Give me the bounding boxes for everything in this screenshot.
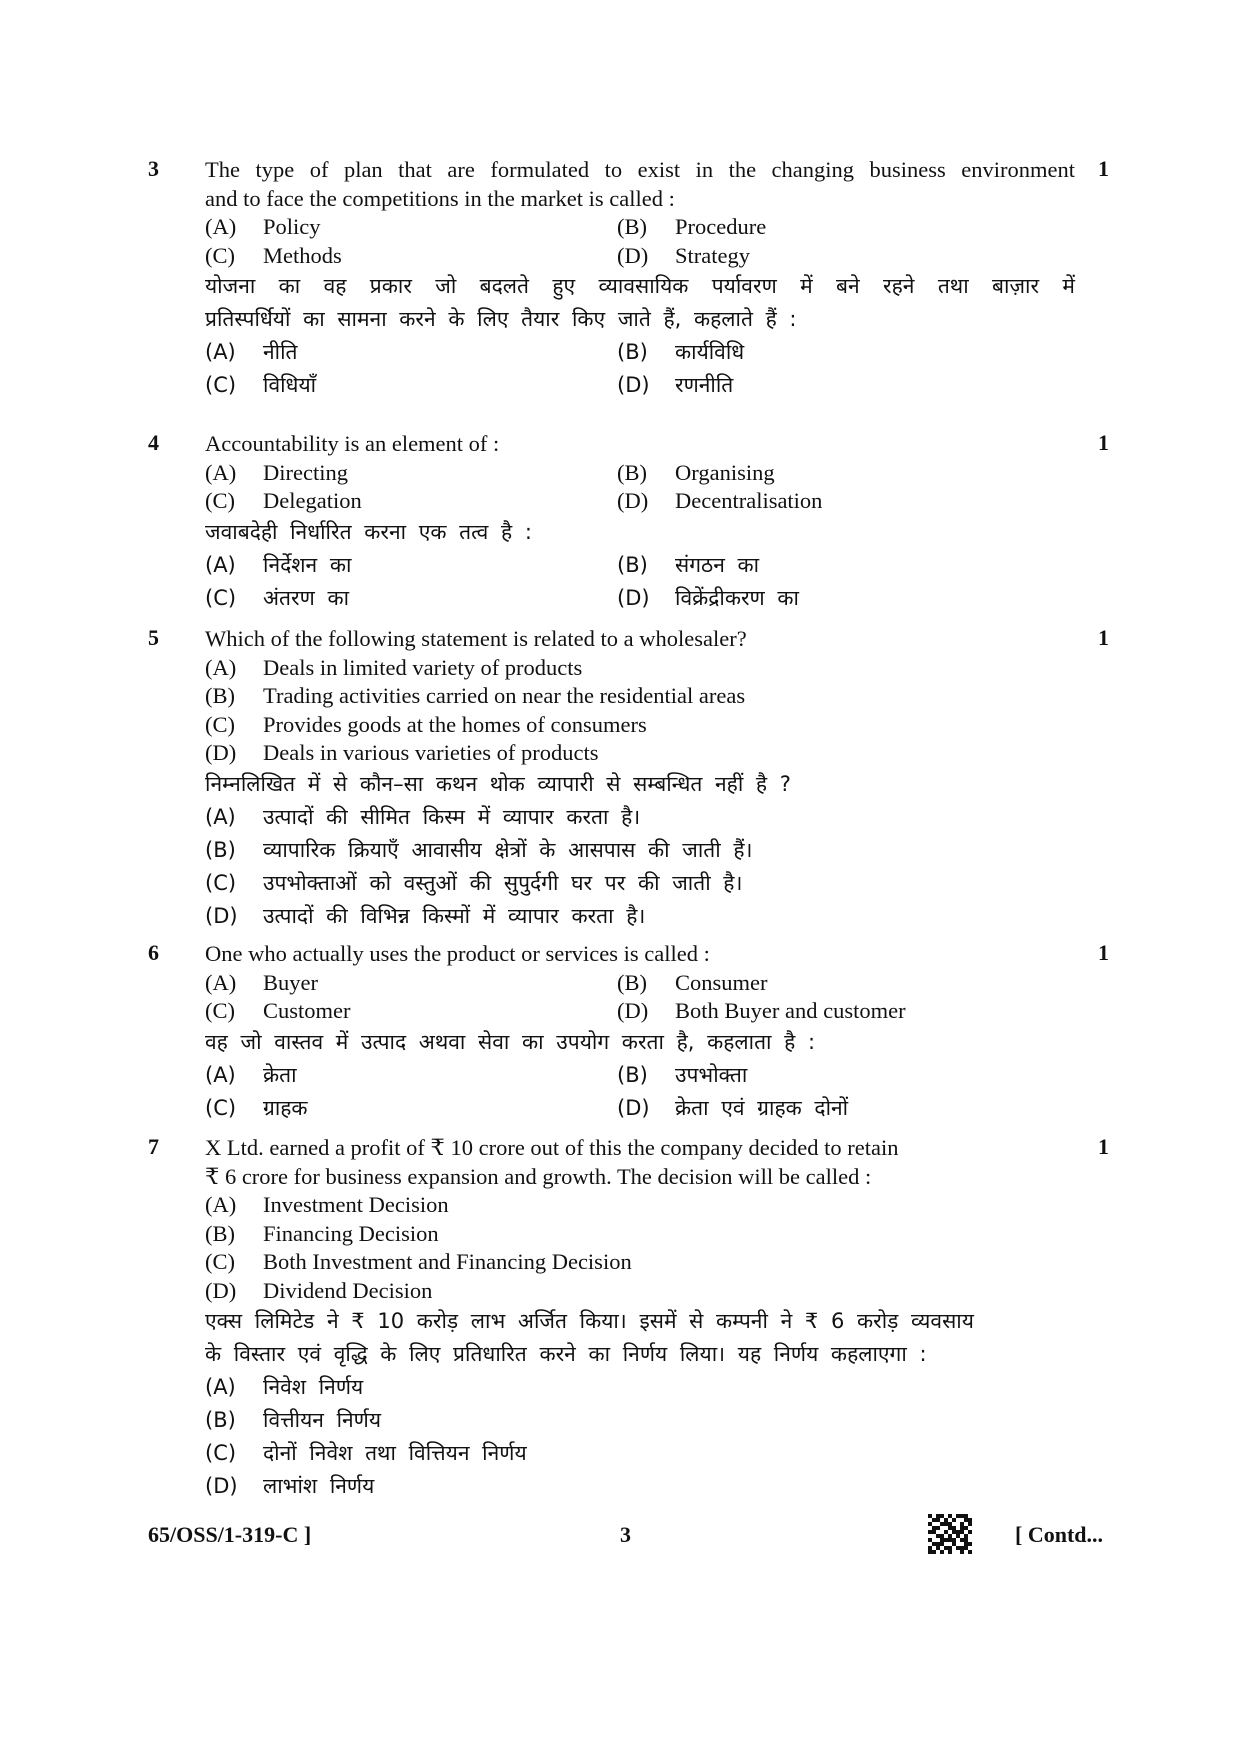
question-body <box>205 625 1075 933</box>
option-label: (C) <box>205 998 235 1023</box>
question-marks: 1 <box>1098 625 1109 650</box>
question-text-en: One who actually uses the product or services is called : <box>205 941 710 966</box>
option-label: (B) <box>617 340 648 364</box>
option-label: (B) <box>617 459 647 485</box>
option-label: (D) <box>617 488 649 513</box>
option-text: उत्पादों की विभिन्न किस्मों में व्यापार करता है। <box>263 903 646 928</box>
question-text-hi: के विस्तार एवं वृद्धि के लिए प्रतिधारित करने का निर्णय लिया। यह निर्णय कहलाएगा : <box>205 1342 927 1366</box>
option-en <box>205 711 1065 740</box>
option-hi <box>205 900 1065 933</box>
option-label: (A) <box>205 459 237 485</box>
option-label: (C) <box>205 711 235 737</box>
question-text-en: and to face the competitions in the market is called : <box>205 185 675 211</box>
question-number: 6 <box>148 940 159 965</box>
question-text-hi: प्रतिस्पर्धियों का सामना करने के लिए तैयार किए जाते हैं, कहलाते हैं : <box>205 307 797 331</box>
option-label: (A) <box>205 969 237 995</box>
option-en <box>205 654 1065 683</box>
option-label: (B) <box>205 1220 235 1246</box>
option-text: Procedure <box>675 214 767 239</box>
question-body <box>205 1134 1075 1503</box>
option-hi <box>205 336 617 369</box>
option-label: (D) <box>205 1474 238 1498</box>
option-en <box>205 459 617 488</box>
option-text: निवेश निर्णय <box>263 1375 364 1399</box>
option-label: (A) <box>205 340 236 364</box>
question-marks: 1 <box>1098 940 1109 965</box>
option-text: कार्यविधि <box>675 340 745 364</box>
option-text: Investment Decision <box>263 1192 449 1217</box>
option-text: Buyer <box>263 969 318 995</box>
question-text-en: Accountability is an element of : <box>205 431 500 456</box>
option-hi <box>205 1437 1065 1470</box>
option-text: क्रेता <box>263 1062 297 1087</box>
option-label: (A) <box>205 1375 236 1399</box>
question-number: 4 <box>148 430 159 455</box>
option-text: लाभांश निर्णय <box>263 1474 375 1498</box>
question-text-hi: वह जो वास्तव में उत्पाद अथवा सेवा का उपयोग करता है, कहलाता है : <box>205 1029 816 1054</box>
option-text: विक्रेंद्रीकरण का <box>675 585 799 610</box>
option-label: (C) <box>205 1249 235 1274</box>
option-text: Trading activities carried on near the residential areas <box>263 683 746 708</box>
option-hi <box>205 867 1065 900</box>
option-hi <box>617 1059 1029 1092</box>
option-hi <box>617 369 1029 402</box>
option-label: (D) <box>617 1095 650 1120</box>
option-label: (B) <box>617 214 647 239</box>
option-hi <box>205 1404 1065 1437</box>
option-text: ग्राहक <box>263 1095 308 1120</box>
option-label: (C) <box>205 585 237 610</box>
option-text: Decentralisation <box>675 488 823 513</box>
option-hi <box>617 549 1029 582</box>
option-hi <box>205 582 617 615</box>
option-label: (D) <box>617 585 650 610</box>
option-hi <box>205 1059 617 1092</box>
option-en <box>205 213 617 242</box>
option-text: Organising <box>675 459 775 485</box>
option-en <box>205 1220 1065 1249</box>
option-text: Financing Decision <box>263 1220 439 1246</box>
option-text: Strategy <box>675 242 750 268</box>
option-text: Dividend Decision <box>263 1277 433 1303</box>
option-en <box>205 969 617 998</box>
option-text: क्रेता एवं ग्राहक दोनों <box>675 1095 849 1120</box>
option-label: (C) <box>205 242 235 268</box>
option-text: रणनीति <box>675 373 734 397</box>
option-hi <box>205 1092 617 1125</box>
option-label: (D) <box>205 1277 237 1303</box>
option-en <box>205 739 1065 768</box>
question-body <box>205 430 1075 615</box>
page-number: 3 <box>620 1522 631 1547</box>
option-label: (A) <box>205 654 237 680</box>
option-text: उपभोक्ता <box>675 1062 748 1087</box>
question-body <box>205 940 1075 1125</box>
option-label: (C) <box>205 488 235 513</box>
option-text: व्यापारिक क्रियाएँ आवासीय क्षेत्रों के आसपास की जाती हैं। <box>263 837 753 862</box>
option-hi <box>205 801 1065 834</box>
qr-code-icon <box>928 1514 972 1554</box>
option-en <box>617 997 1029 1026</box>
option-label: (B) <box>205 683 235 708</box>
question-text-hi: योजना का वह प्रकार जो बदलते हुए व्यावसायिक पर्यावरण में बने रहने तथा बाज़ार में <box>205 274 1075 298</box>
option-en <box>205 1248 1065 1277</box>
question-text-hi: एक्स लिमिटेड ने ₹ 10 करोड़ लाभ अर्जित किया। इसमें से कम्पनी ने ₹ 6 करोड़ व्यवसाय <box>205 1309 974 1333</box>
option-label: (C) <box>205 870 237 895</box>
option-hi <box>617 582 1029 615</box>
question-text-en: X Ltd. earned a profit of ₹ 10 crore out of this the company decided to retain <box>205 1135 899 1160</box>
option-en <box>205 1191 1065 1220</box>
question-marks: 1 <box>1098 156 1109 181</box>
option-label: (B) <box>205 1408 236 1432</box>
option-label: (B) <box>205 837 236 862</box>
option-text: निर्देशन का <box>263 552 352 577</box>
option-label: (A) <box>205 1192 237 1217</box>
option-text: संगठन का <box>675 552 760 577</box>
option-label: (C) <box>205 1441 237 1465</box>
option-text: Policy <box>263 214 321 239</box>
option-en <box>205 242 617 271</box>
question-number: 7 <box>148 1134 159 1159</box>
option-en <box>205 682 1065 711</box>
option-text: उत्पादों की सीमित किस्म में व्यापार करता है। <box>263 804 641 829</box>
question-number: 5 <box>148 625 159 650</box>
option-text: विधियाँ <box>263 373 317 397</box>
option-label: (A) <box>205 214 237 239</box>
option-en <box>205 997 617 1026</box>
option-en <box>617 213 1029 242</box>
option-hi <box>205 369 617 402</box>
option-en <box>205 487 617 516</box>
continued-label: [ Contd... <box>1015 1522 1104 1547</box>
option-text: Directing <box>263 459 348 485</box>
question-body <box>205 156 1075 402</box>
option-label: (C) <box>205 1095 237 1120</box>
question-text-en: Which of the following statement is related to a wholesaler? <box>205 626 747 651</box>
option-text: Provides goods at the homes of consumers <box>263 711 647 737</box>
option-label: (C) <box>205 373 237 397</box>
option-label: (B) <box>617 1062 648 1087</box>
option-hi <box>205 549 617 582</box>
option-en <box>205 1277 1065 1306</box>
option-label: (D) <box>617 998 649 1023</box>
option-label: (D) <box>205 903 238 928</box>
option-label: (D) <box>617 373 650 397</box>
option-text: Deals in various varieties of products <box>263 740 599 765</box>
option-en <box>617 969 1029 998</box>
option-label: (B) <box>617 969 647 995</box>
option-text: Methods <box>263 242 342 268</box>
option-label: (A) <box>205 552 236 577</box>
option-hi <box>617 1092 1029 1125</box>
option-text: Delegation <box>263 488 362 513</box>
option-hi <box>205 1470 1065 1503</box>
option-text: Customer <box>263 998 351 1023</box>
option-text: Both Investment and Financing Decision <box>263 1249 632 1274</box>
option-label: (D) <box>617 242 649 268</box>
option-text: Deals in limited variety of products <box>263 654 583 680</box>
option-text: दोनों निवेश तथा वित्तियन निर्णय <box>263 1441 527 1465</box>
question-text-hi: निम्नलिखित में से कौन–सा कथन थोक व्यापारी से सम्बन्धित नहीं है ? <box>205 771 791 796</box>
option-en <box>617 459 1029 488</box>
paper-code: 65/OSS/1-319-C ] <box>148 1522 312 1547</box>
option-text: नीति <box>263 340 298 364</box>
option-hi <box>617 336 1029 369</box>
option-en <box>617 487 1029 516</box>
question-text-en: The type of plan that are formulated to exist in the changing business environment <box>205 157 1075 182</box>
option-hi <box>205 834 1065 867</box>
option-text: वित्तीयन निर्णय <box>263 1408 382 1432</box>
option-text: Consumer <box>675 969 768 995</box>
question-number: 3 <box>148 156 159 181</box>
option-text: उपभोक्ताओं को वस्तुओं की सुपुर्दगी घर पर की जाती है। <box>263 870 743 895</box>
option-en <box>617 242 1029 271</box>
option-text: अंतरण का <box>263 585 350 610</box>
option-label: (A) <box>205 1062 236 1087</box>
option-label: (B) <box>617 552 648 577</box>
option-hi <box>205 1371 1065 1404</box>
question-marks: 1 <box>1098 1134 1109 1159</box>
question-text-en: ₹ 6 crore for business expansion and growth. The decision will be called : <box>205 1163 872 1189</box>
option-text: Both Buyer and customer <box>675 998 906 1023</box>
question-text-hi: जवाबदेही निर्धारित करना एक तत्व है : <box>205 519 532 544</box>
question-marks: 1 <box>1098 430 1109 455</box>
option-label: (A) <box>205 804 236 829</box>
option-label: (D) <box>205 740 237 765</box>
